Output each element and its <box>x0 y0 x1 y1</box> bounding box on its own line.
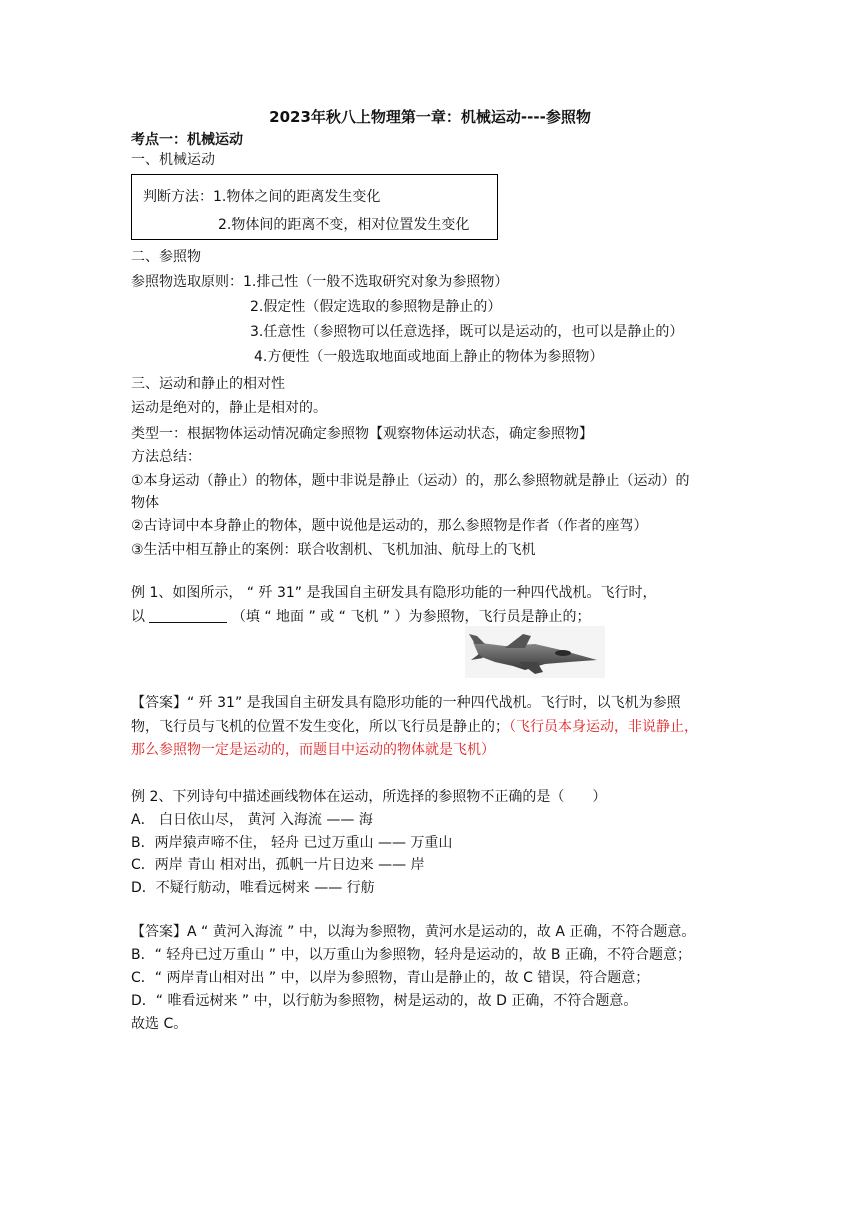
option-d: D．不疑行舫动，唯看远树来 —— 行舫 <box>131 880 375 896</box>
principle-3: 3.任意性（参照物可以任意选择，既可以是运动的，也可以是静止的） <box>250 324 684 340</box>
answer-1-text: 物，飞行员与飞机的位置不发生变化，所以飞行员是静止的； <box>131 719 509 735</box>
answer-1-note-cont: 那么参照物一定是运动的，而题目中运动的物体就是飞机） <box>131 742 495 758</box>
answer-2-line-4: D．“ 唯看远树来 ” 中，以行舫为参照物，树是运动的，故 D 正确，不符合题意。 <box>131 993 638 1009</box>
example-2-question: 例 2、下列诗句中描述画线物体在运动，所选择的参照物不正确的是（ ） <box>131 789 607 805</box>
kaodian-heading: 考点一：机械运动 <box>131 132 243 148</box>
answer-2-line-1: 【答案】A “ 黄河入海流 ” 中，以海为参照物，黄河水是运动的，故 A 正确，不符合题意。 <box>131 924 696 940</box>
option-a: A． 白日依山尽， 黄河 入海流 —— 海 <box>131 812 373 828</box>
section-1-heading: 一、机械运动 <box>131 152 215 168</box>
section-3-heading: 三、运动和静止的相对性 <box>131 376 285 392</box>
answer-1-note: （飞行员本身运动，非说静止， <box>509 719 698 735</box>
box-line-2: 2.物体间的距离不变，相对位置发生变化 <box>218 217 470 233</box>
option-c: C．两岸 青山 相对出，孤帆一片日边来 —— 岸 <box>131 857 425 873</box>
principle-4: 4.方便性（一般选取地面或地面上静止的物体为参照物） <box>254 349 604 365</box>
answer-1-line-2 <box>131 718 698 736</box>
answer-1-line-1: 【答案】“ 歼 31” 是我国自主研发具有隐形功能的一种四代战机。飞行时，以飞机为参照 <box>131 695 681 711</box>
method-1: ①本身运动（静止）的物体，题中非说是静止（运动）的，那么参照物就是静止（运动）的 <box>131 473 690 489</box>
principle-1: 参照物选取原则：1.排己性（一般不选取研究对象为参照物） <box>131 274 509 290</box>
answer-blank[interactable] <box>149 608 227 623</box>
judgment-method-box <box>131 174 498 240</box>
box-line-1: 判断方法：1.物体之间的距离发生变化 <box>143 189 381 205</box>
page-title: 2023年秋八上物理第一章：机械运动----参照物 <box>269 108 591 126</box>
method-2: ②古诗词中本身静止的物体，题中说他是运动的，那么参照物是作者（作者的座驾） <box>131 518 648 534</box>
example-1-prefix: 以 <box>131 609 145 625</box>
section-2-heading: 二、参照物 <box>131 249 201 265</box>
answer-2-conclusion: 故选 C。 <box>131 1016 188 1032</box>
section-3-text: 运动是绝对的，静止是相对的。 <box>131 400 327 416</box>
answer-2-line-2: B．“ 轻舟已过万重山 ” 中，以万重山为参照物，轻舟是运动的，故 B 正确，不符合题意； <box>131 947 691 963</box>
method-3: ③生活中相互静止的案例：联合收割机、飞机加油、航母上的飞机 <box>131 542 536 558</box>
option-b: B．两岸猿声啼不住， 轻舟 已过万重山 —— 万重山 <box>131 835 453 851</box>
example-1-fill-line <box>131 608 591 626</box>
fighter-jet-image <box>465 626 605 678</box>
example-1-suffix: （填 “ 地面 ” 或 “ 飞机 ” ）为参照物，飞行员是静止的； <box>231 609 591 625</box>
principle-2: 2.假定性（假定选取的参照物是静止的） <box>250 299 502 315</box>
answer-2-line-3: C．“ 两岸青山相对出 ” 中，以岸为参照物，青山是静止的，故 C 错误，符合题意； <box>131 970 650 986</box>
method-1-cont: 物体 <box>131 495 159 511</box>
method-heading: 方法总结： <box>131 449 201 465</box>
example-1-question: 例 1、如图所示， “ 歼 31” 是我国自主研发具有隐形功能的一种四代战机。飞行时， <box>131 585 657 601</box>
type-1-heading: 类型一：根据物体运动情况确定参照物【观察物体运动状态，确定参照物】 <box>131 426 593 442</box>
